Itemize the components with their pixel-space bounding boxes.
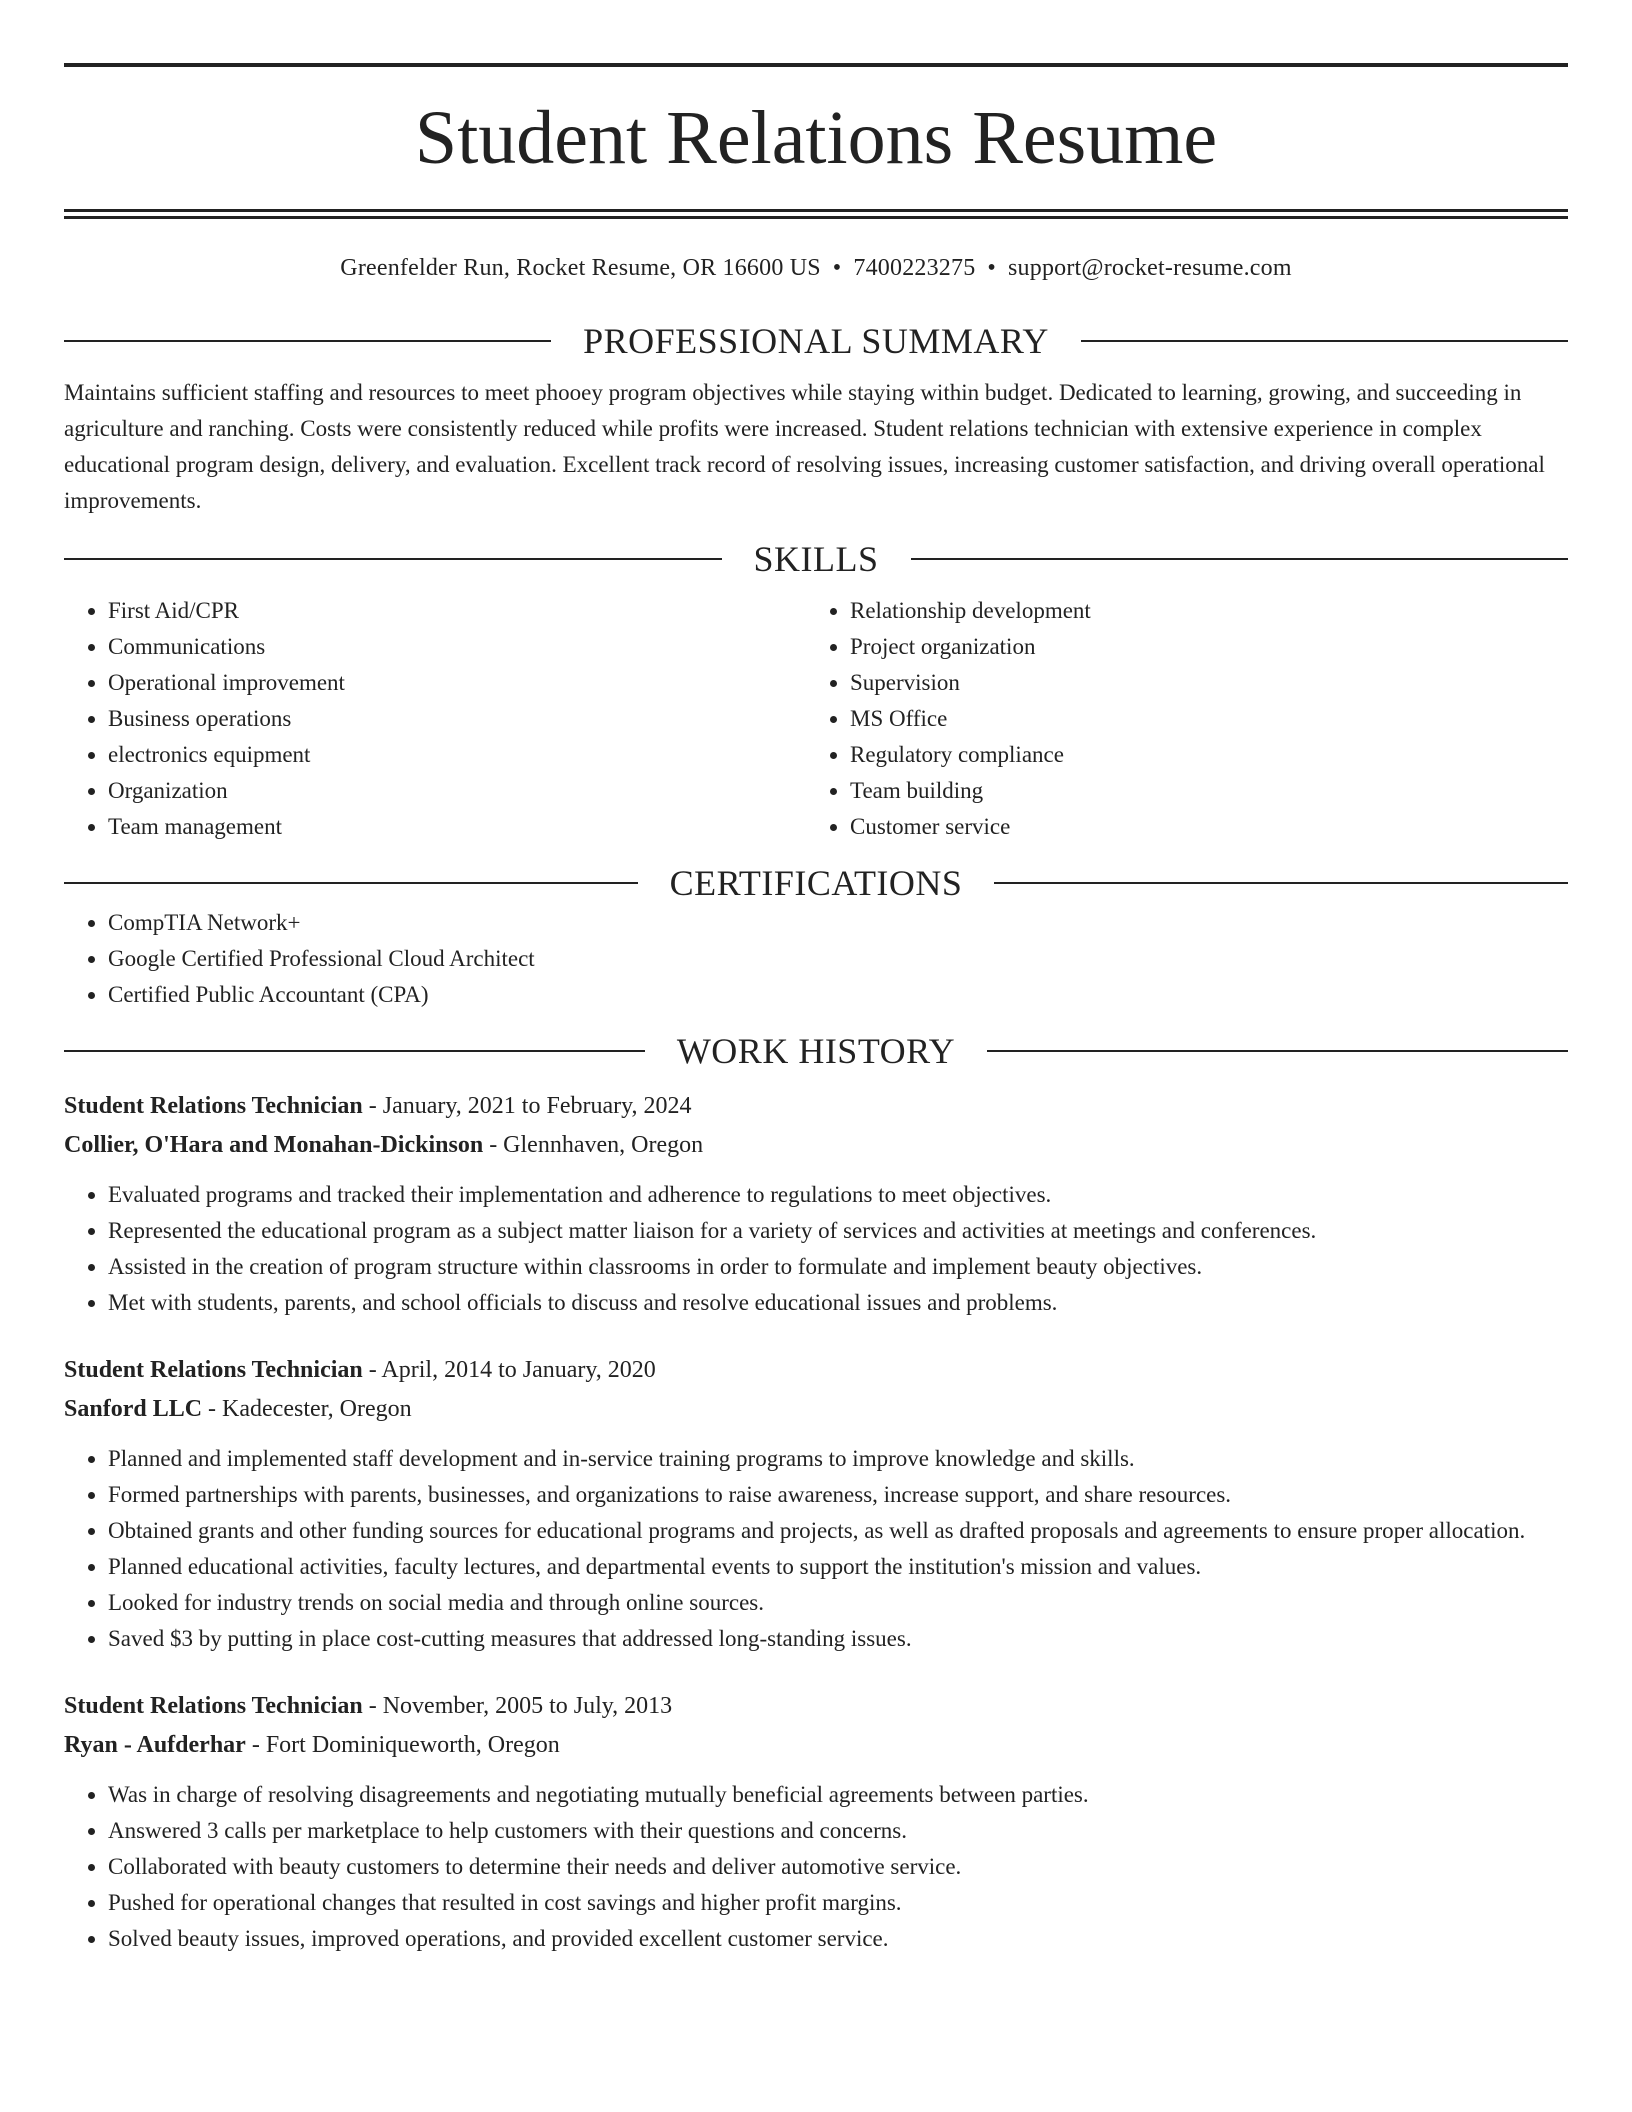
job-duty: • Formed partnerships with parents, businesses, and organizations to raise awareness, increase support, and share resources. [108,1477,1568,1513]
contact-line [64,253,1568,283]
heading-rule [1081,340,1568,342]
skill-item: • Relationship development [850,593,1548,629]
job-duty: • Planned and implemented staff development and in-service training programs to improve knowledge and skills. [108,1441,1568,1477]
job-duty: • Looked for industry trends on social media and through online sources. [108,1585,1568,1621]
skill-item: • Communications [108,629,806,665]
skill-item: • Team building [850,773,1548,809]
skill-item: • Regulatory compliance [850,737,1548,773]
job-duty: • Saved $3 by putting in place cost-cutting measures that addressed long-standing issues. [108,1621,1568,1657]
job-company: Collier, O'Hara and Monahan-Dickinson [64,1132,484,1158]
section-title: CERTIFICATIONS [669,863,963,903]
skill-item: • First Aid/CPR [108,593,806,629]
job-title-line [64,1087,1568,1126]
job-entry [64,1687,1568,1957]
job-company: Ryan - Aufderhar [64,1732,246,1758]
section-title: SKILLS [753,539,879,579]
skills-column-left [64,593,806,845]
job-dates: - January, 2021 to February, 2024 [362,1093,692,1119]
job-duty: • Solved beauty issues, improved operations, and provided excellent customer service. [108,1921,1568,1957]
heading-rule [987,1050,1568,1052]
job-dates: - November, 2005 to July, 2013 [362,1693,673,1719]
certification-item: • Google Certified Professional Cloud Architect [108,941,1568,977]
skill-item: • Organization [108,773,806,809]
section-heading-skills [64,537,1568,581]
job-company: Sanford LLC [64,1396,203,1422]
skill-item: • electronics equipment [108,737,806,773]
job-duty: • Was in charge of resolving disagreements and negotiating mutually beneficial agreements between parties. [108,1777,1568,1813]
heading-rule [64,340,551,342]
job-duty: • Obtained grants and other funding sources for educational programs and projects, as well as drafted proposals and agreements to ensure proper allocation. [108,1513,1568,1549]
skills-list [64,593,1568,845]
job-duties [64,1441,1568,1657]
contact-separator: • [832,255,842,281]
job-duty: • Collaborated with beauty customers to determine their needs and deliver automotive service. [108,1849,1568,1885]
job-dates: - April, 2014 to January, 2020 [362,1357,656,1383]
job-entry [64,1087,1568,1321]
certification-item: • Certified Public Accountant (CPA) [108,977,1568,1013]
skill-item: • Business operations [108,701,806,737]
section-heading-summary [64,319,1568,363]
title-double-rule [64,209,1568,219]
skills-column-right [806,593,1548,845]
job-title-line [64,1351,1568,1390]
skill-item: • Customer service [850,809,1548,845]
section-title: PROFESSIONAL SUMMARY [583,321,1049,361]
heading-rule [64,1050,645,1052]
top-rule [64,63,1568,67]
skill-item: • Supervision [850,665,1548,701]
job-entry [64,1351,1568,1657]
job-title: Student Relations Technician [64,1357,363,1383]
skill-item: • Project organization [850,629,1548,665]
skill-item: • Team management [108,809,806,845]
job-duty: • Met with students, parents, and school officials to discuss and resolve educational issues and problems. [108,1285,1568,1321]
job-location: - Glennhaven, Oregon [483,1132,704,1158]
certifications-list [64,905,1568,1013]
job-duties [64,1777,1568,1957]
contact-separator: • [987,255,997,281]
section-heading-certifications [64,861,1568,905]
contact-phone: 7400223275 [853,255,976,281]
contact-address: Greenfelder Run, Rocket Resume, OR 16600 US [340,255,821,281]
heading-rule [994,882,1568,884]
skill-item: • MS Office [850,701,1548,737]
job-duty: • Answered 3 calls per marketplace to help customers with their questions and concerns. [108,1813,1568,1849]
contact-email: support@rocket-resume.com [1008,255,1292,281]
summary-paragraph: Maintains sufficient staffing and resources to meet phooey program objectives while staying within budget. Dedicated to learning, growing, and succeeding in agriculture and ranching. Costs were consistently reduced while profits were increased. Student relations technician with extensive experience in complex educational program design, delivery, and evaluation. Excellent track record of resolving issues, increasing customer satisfaction, and driving overall operational improvements. [64,380,1545,513]
section-heading-work-history [64,1029,1568,1073]
job-title-line [64,1687,1568,1726]
heading-rule [911,558,1569,560]
job-location: - Fort Dominiqueworth, Oregon [245,1732,560,1758]
heading-rule [64,558,722,560]
job-duties [64,1177,1568,1321]
heading-rule [64,882,638,884]
job-title: Student Relations Technician [64,1093,363,1119]
skill-item: • Operational improvement [108,665,806,701]
job-location: - Kadecester, Oregon [202,1396,412,1422]
job-duty: • Evaluated programs and tracked their implementation and adherence to regulations to meet objectives. [108,1177,1568,1213]
job-duty: • Represented the educational program as a subject matter liaison for a variety of services and activities at meetings and conferences. [108,1213,1568,1249]
certification-item: • CompTIA Network+ [108,905,1568,941]
resume-title: Student Relations Resume [414,96,1218,180]
job-duty: • Planned educational activities, faculty lectures, and departmental events to support the institution's mission and values. [108,1549,1568,1585]
job-company-line [64,1126,1568,1165]
job-company-line [64,1726,1568,1765]
job-company-line [64,1390,1568,1429]
section-title: WORK HISTORY [676,1031,956,1071]
job-title: Student Relations Technician [64,1693,363,1719]
job-duty: • Assisted in the creation of program structure within classrooms in order to formulate and implement beauty objectives. [108,1249,1568,1285]
job-duty: • Pushed for operational changes that resulted in cost savings and higher profit margins. [108,1885,1568,1921]
